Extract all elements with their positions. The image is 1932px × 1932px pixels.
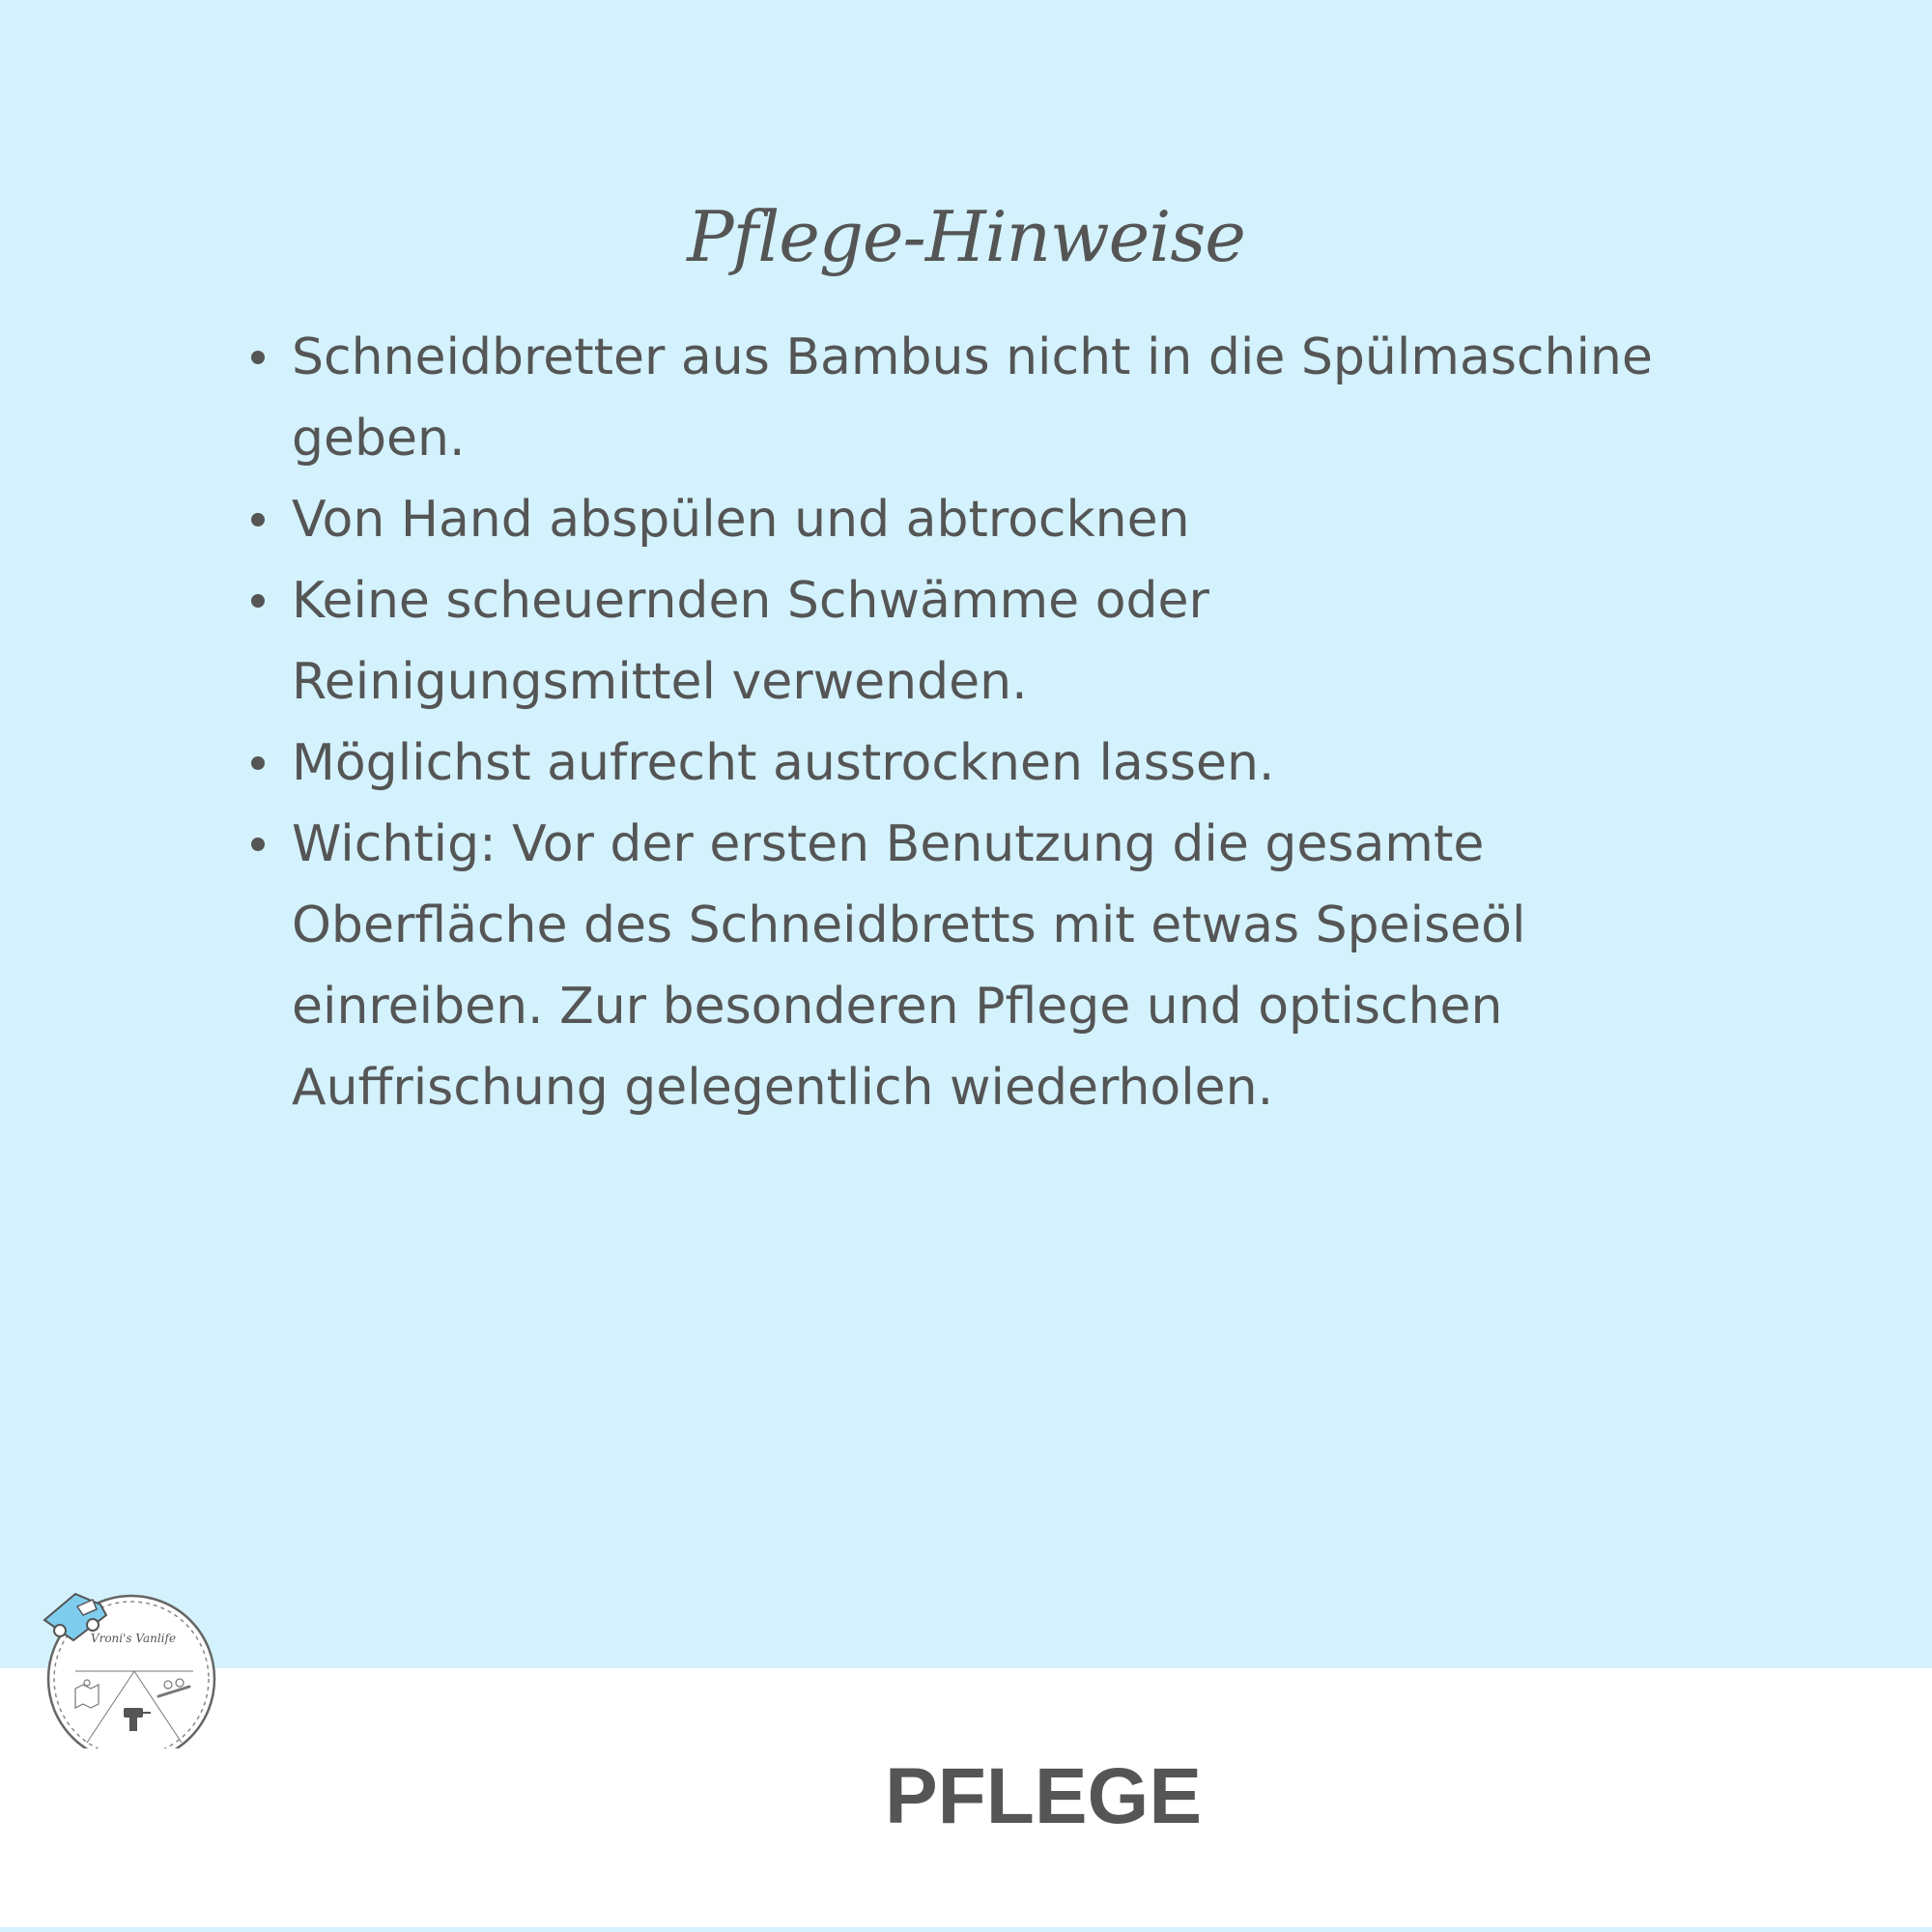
care-item-line: Von Hand abspülen und abtrocknen bbox=[292, 491, 1190, 549]
care-item-line: Schneidbretter aus Bambus nicht in die Spülmaschine bbox=[292, 328, 1653, 386]
care-item bbox=[292, 804, 1741, 1128]
care-item bbox=[292, 479, 1741, 560]
logo-text: Vroni's Vanlife bbox=[90, 1632, 177, 1645]
care-item bbox=[292, 317, 1741, 479]
care-item bbox=[292, 723, 1741, 804]
care-item-line: Keine scheuernden Schwämme oder bbox=[292, 572, 1209, 630]
care-item-line: geben. bbox=[292, 410, 466, 468]
care-item bbox=[292, 560, 1741, 723]
footer-title: PFLEGE bbox=[884, 1752, 1203, 1840]
care-item-line: Auffrischung gelegentlich wiederholen. bbox=[292, 1059, 1274, 1117]
bullet-icon bbox=[251, 513, 265, 526]
care-item-line: Wichtig: Vor der ersten Benutzung die gesamte bbox=[292, 815, 1485, 873]
care-item-line: einreiben. Zur besonderen Pflege und optischen bbox=[292, 978, 1503, 1036]
care-item-line: Reinigungsmittel verwenden. bbox=[292, 653, 1028, 711]
care-item-line: Oberfläche des Schneidbretts mit etwas Speiseöl bbox=[292, 896, 1526, 954]
bottom-border bbox=[0, 1927, 1932, 1932]
bullet-icon bbox=[251, 351, 265, 364]
bullet-icon bbox=[251, 594, 265, 608]
care-instructions-list bbox=[292, 317, 1741, 1128]
care-item-line: Möglichst aufrecht austrocknen lassen. bbox=[292, 734, 1275, 792]
brand-logo bbox=[39, 1584, 232, 1748]
care-heading: Pflege-Hinweise bbox=[687, 196, 1245, 277]
bullet-icon bbox=[251, 756, 265, 770]
bullet-icon bbox=[251, 838, 265, 851]
